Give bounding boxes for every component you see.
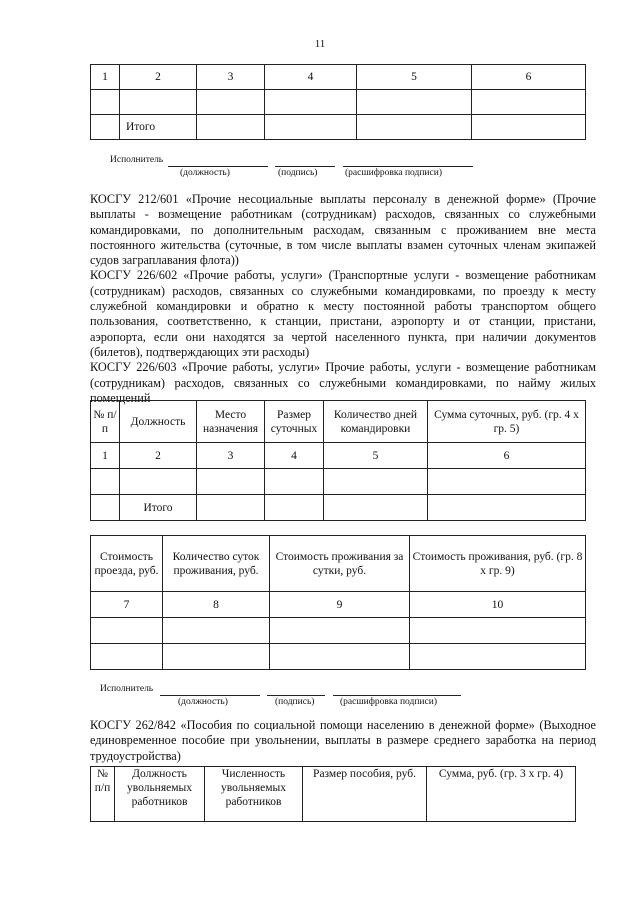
cell xyxy=(472,90,586,115)
cell xyxy=(197,469,265,495)
table-row xyxy=(91,644,586,670)
header-cell: Сумма суточных, руб. (гр. 4 х гр. 5) xyxy=(428,401,586,443)
caption-signature: (подпись) xyxy=(278,168,318,178)
caption-name: (расшифровка подписи) xyxy=(340,697,437,707)
table-2 xyxy=(90,400,586,521)
header-cell: Стоимость проживания, руб. (гр. 8 х гр. 9) xyxy=(410,536,586,592)
caption-name: (расшифровка подписи) xyxy=(345,168,442,178)
cell xyxy=(91,115,120,140)
text-block-1 xyxy=(90,192,596,406)
table-3 xyxy=(90,535,586,670)
cell: 9 xyxy=(270,592,410,618)
caption-signature: (подпись) xyxy=(275,697,315,707)
cell xyxy=(91,618,163,644)
paragraph-kosgu-212: КОСГУ 212/601 «Прочие несоциальные выплаты персоналу в денежной форме» (Прочие выплаты - возмещение работникам (сотрудникам) расходов, связанных со служебными командировками, по дополнительным расходам, связанным с проживанием вне места постоянного жительства (суточные, в том числе выплаты взамен суточных членам экипажей судов заграплавания флота)) xyxy=(90,192,596,268)
header-cell: Количество суток проживания, руб. xyxy=(163,536,270,592)
cell xyxy=(163,644,270,670)
header-cell: Размер суточных xyxy=(265,401,324,443)
table-row xyxy=(91,115,586,140)
cell: 3 xyxy=(197,65,265,90)
cell: Итого xyxy=(120,495,197,521)
cell xyxy=(120,469,197,495)
page-number: 11 xyxy=(314,38,326,50)
cell xyxy=(265,495,324,521)
cell: 6 xyxy=(472,65,586,90)
cell xyxy=(357,115,472,140)
cell xyxy=(270,618,410,644)
cell xyxy=(410,644,586,670)
cell: 2 xyxy=(120,443,197,469)
cell: 7 xyxy=(91,592,163,618)
cell xyxy=(410,618,586,644)
header-cell: Стоимость проезда, руб. xyxy=(91,536,163,592)
cell xyxy=(91,469,120,495)
table-row xyxy=(91,618,586,644)
paragraph-kosgu-262: КОСГУ 262/842 «Пособия по социальной помощи населению в денежной форме» (Выходное единовременное пособие при увольнении, выплаты в размере среднего заработка на период трудоустройства) xyxy=(90,718,596,763)
cell: 1 xyxy=(91,65,120,90)
signature-label: Исполнитель xyxy=(100,684,154,694)
cell: 4 xyxy=(265,443,324,469)
cell xyxy=(472,115,586,140)
cell xyxy=(91,495,120,521)
caption-position: (должность) xyxy=(178,697,228,707)
header-cell: Сумма, руб. (гр. 3 х гр. 4) xyxy=(427,767,576,822)
cell xyxy=(91,644,163,670)
cell: Итого xyxy=(120,115,197,140)
text-block-2 xyxy=(90,718,596,764)
cell: 2 xyxy=(120,65,197,90)
cell: 5 xyxy=(324,443,428,469)
header-cell: Место назначения xyxy=(197,401,265,443)
cell xyxy=(428,495,586,521)
cell xyxy=(357,90,472,115)
table-row xyxy=(91,443,586,469)
paragraph-kosgu-226-603: КОСГУ 226/603 «Прочие работы, услуги» Прочие работы, услуги - возмещение работникам (сотрудникам) расходов, связанных со служебными командировками, по найму жилых помещений xyxy=(90,360,596,405)
cell: 1 xyxy=(91,443,120,469)
table-1 xyxy=(90,64,586,140)
cell xyxy=(197,115,265,140)
cell xyxy=(324,469,428,495)
cell xyxy=(120,90,197,115)
cell: 4 xyxy=(265,65,357,90)
signature-label: Исполнитель xyxy=(110,155,164,165)
cell xyxy=(91,90,120,115)
cell: 5 xyxy=(357,65,472,90)
cell xyxy=(270,644,410,670)
header-cell: Должность xyxy=(120,401,197,443)
cell xyxy=(324,495,428,521)
header-cell: Должность увольняемых работников xyxy=(115,767,205,822)
cell xyxy=(197,90,265,115)
table-row xyxy=(91,495,586,521)
cell xyxy=(428,469,586,495)
cell: 8 xyxy=(163,592,270,618)
table-4 xyxy=(90,766,576,822)
cell xyxy=(163,618,270,644)
header-cell: Количество дней командировки xyxy=(324,401,428,443)
table-header-row xyxy=(91,401,586,443)
header-cell: № п/п xyxy=(91,401,120,443)
cell xyxy=(197,495,265,521)
header-cell: Стоимость проживания за сутки, руб. xyxy=(270,536,410,592)
header-cell: Численность увольняемых работников xyxy=(205,767,303,822)
cell xyxy=(265,115,357,140)
table-header-row xyxy=(91,767,576,822)
cell: 6 xyxy=(428,443,586,469)
paragraph-kosgu-226-602: КОСГУ 226/602 «Прочие работы, услуги» (Транспортные услуги - возмещение работникам (сотрудникам) расходов, связанных со служебными командировками, по проезду к месту служебной командировки и обратно к месту постоянной работы транспортом общего пользования, соответственно, к станции, пристани, аэропорту и от станции, пристани, аэропорта, если они находятся за чертой населенного пункта, при наличии документов (билетов), подтверждающих эти расходы) xyxy=(90,268,596,359)
cell xyxy=(265,90,357,115)
table-header-row xyxy=(91,536,586,592)
table-row xyxy=(91,592,586,618)
cell xyxy=(265,469,324,495)
header-cell: № п/п xyxy=(91,767,115,822)
table-row xyxy=(91,90,586,115)
cell: 3 xyxy=(197,443,265,469)
cell: 10 xyxy=(410,592,586,618)
table-row xyxy=(91,469,586,495)
header-cell: Размер пособия, руб. xyxy=(303,767,427,822)
table-row xyxy=(91,65,586,90)
caption-position: (должность) xyxy=(180,168,230,178)
